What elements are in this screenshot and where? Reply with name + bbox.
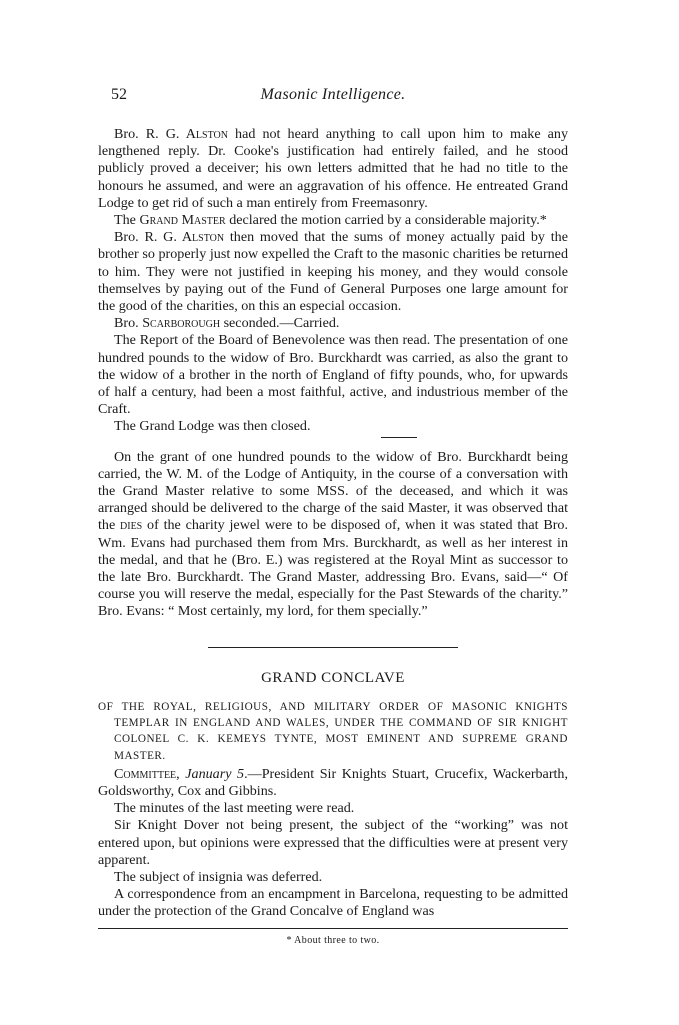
page-body xyxy=(98,126,568,921)
name-small-caps: R. G. Alston xyxy=(145,126,228,142)
paragraph: The Grand Lodge was then closed. xyxy=(114,418,311,435)
paragraph: The minutes of the last meeting were read. xyxy=(114,800,355,817)
paragraph: Bro. Scarborough seconded.—Carried. xyxy=(114,315,340,332)
paragraph: Bro. R. G. Alston then moved that the sums of money actually paid by the brother so properly just now expelled the Craft to the masonic charities be returned to him. They were not justified in keeping his money, and they would console themselves by paying out of the Fund of General Purposes one large amount for the good of the charities, on this an especial occasion. xyxy=(98,229,568,315)
section-divider xyxy=(381,437,417,438)
footnote: * About three to two. xyxy=(286,934,380,946)
paragraph: Bro. R. G. Alston had not heard anything to call upon him to make any lengthened reply. Dr. Cooke's justification had entirely failed, and he stood publicly proved a deceiver; his own letters admitted that he had no title to the honours he assumed, and were an aggravation of his offence. He entreated Grand Lodge to get rid of such a man entirely from Freemasonry. xyxy=(98,126,568,211)
running-title: Masonic Intelligence. xyxy=(260,86,406,103)
paragraph: The subject of insignia was deferred. xyxy=(114,868,323,885)
name-small-caps: Scarborough xyxy=(142,315,221,332)
section-title: GRAND CONCLAVE xyxy=(261,669,405,686)
name-small-caps: Grand Master xyxy=(139,212,226,229)
book-page xyxy=(98,86,568,946)
name-small-caps: R. G. Alston xyxy=(144,229,225,246)
paragraph: Sir Knight Dover not being present, the subject of the “working” was not entered upon, but opinions were expressed that the difficulties were at present very apparent. xyxy=(98,817,568,868)
section-rule xyxy=(208,647,458,648)
word-small-caps: dies xyxy=(120,517,143,534)
paragraph: Committee, January 5.—President Sir Knights Stuart, Crucefix, Wackerbarth, Goldsworthy, Cox and Gibbins. xyxy=(98,765,568,799)
paragraph: The Report of the Board of Benevolence was then read. The presentation of one hundred pounds to the widow of Bro. Burckhardt was carried, as also the grant to the widow of a brother in the north of England of fifty pounds, who, for upwards of half a century, had been a most faithful, active, and industrious member of the Craft. xyxy=(98,332,568,418)
paragraph: A correspondence from an encampment in Barcelona, requesting to be admitted under the protection of the Grand Concalve of England was xyxy=(98,886,568,920)
page-number: 52 xyxy=(111,86,127,103)
paragraph: The Grand Master declared the motion carried by a considerable majority.* xyxy=(114,212,547,229)
footnote-rule xyxy=(98,928,568,929)
paragraph: On the grant of one hundred pounds to the widow of Bro. Burckhardt being carried, the W. M. of the Lodge of Antiquity, in the course of a conversation with the Grand Master relative to some MSS. of the deceased, and which it was arranged should be delivered to the charge of the said Master, it was observed that the dies of the charity jewel were to be disposed of, when it was stated that Bro. Wm. Evans had purchased them from Mrs. Burckhardt, as well as her interest in the medal, and that he (Bro. E.) was registered at the Royal Mint as successor to the late Bro. Burckhardt. The Grand Master, addressing Bro. Evans, said—“ Of course you will reserve the medal, especially for the Past Stewards of the charity.” Bro. Evans: “ Most certainly, my lord, for them specially.” xyxy=(98,448,568,620)
section-subtitle: OF THE ROYAL, RELIGIOUS, AND MILITARY ORDER OF MASONIC KNIGHTS TEMPLAR IN ENGLAND AND WALES, UNDER THE COMMAND OF SIR KNIGHT COLONEL C. K. KEMEYS TYNTE, MOST EMINENT AND SUPREME GRAND MASTER. xyxy=(98,700,568,762)
page-header xyxy=(98,86,568,112)
